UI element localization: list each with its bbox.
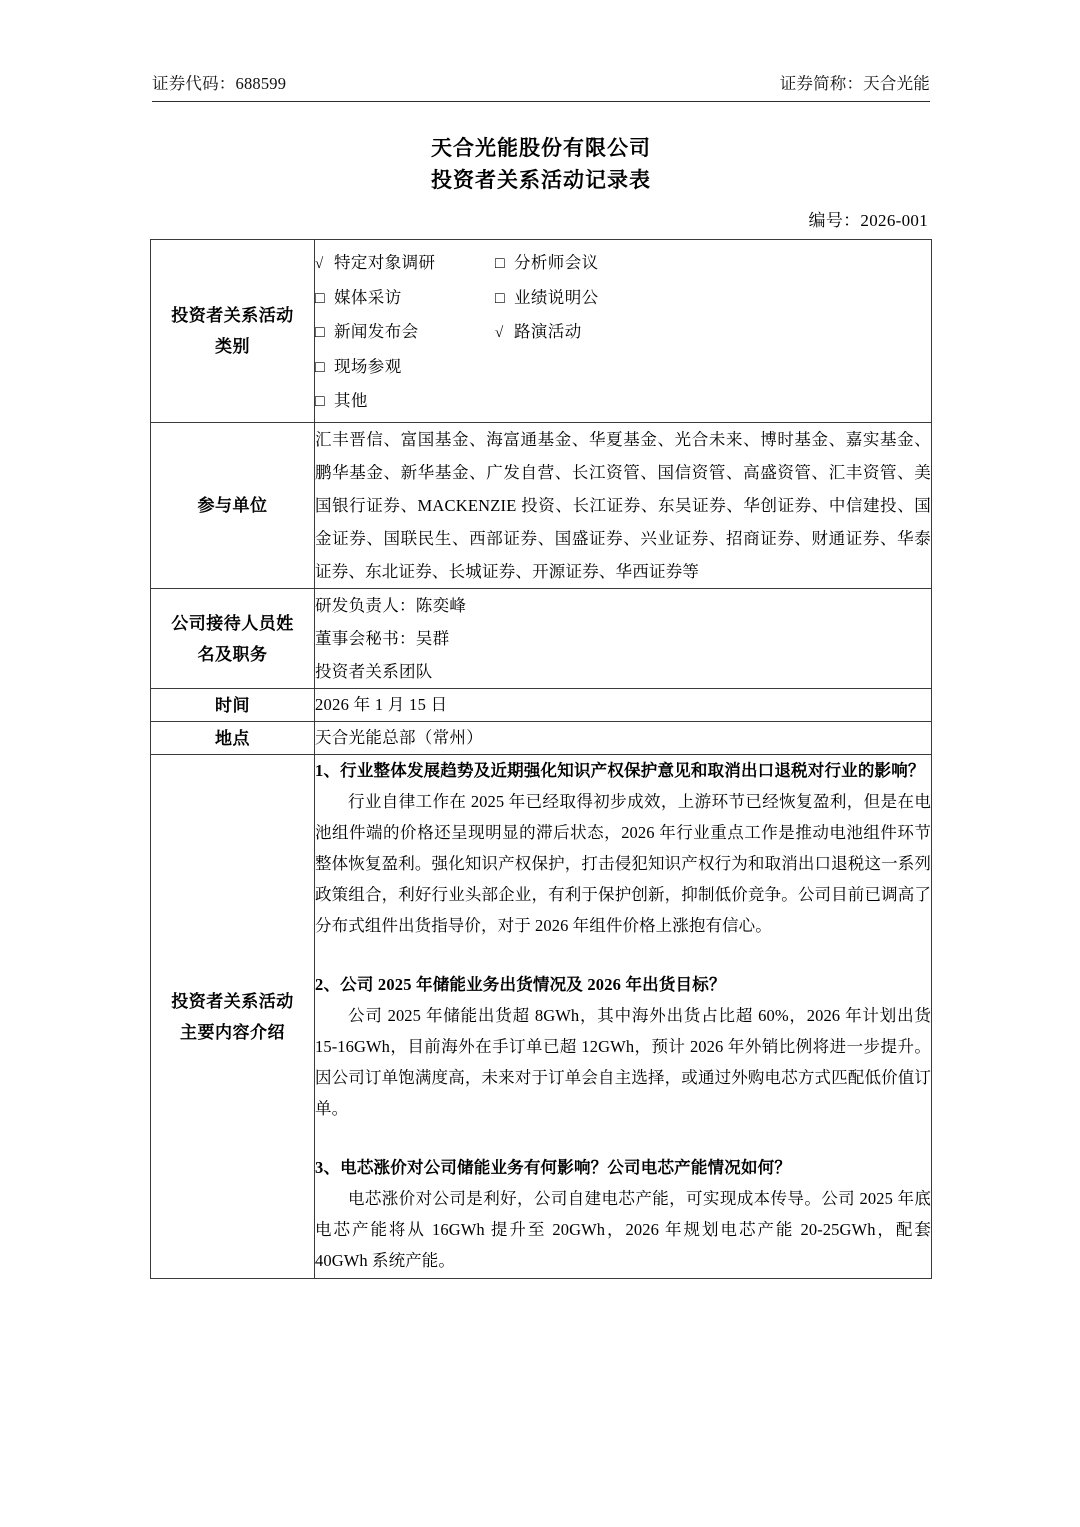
- qa-question: 3、电芯涨价对公司储能业务有何影响？公司电芯产能情况如何？: [315, 1158, 792, 1177]
- empty-checkbox-icon: [315, 385, 334, 418]
- qa-question: 2、公司 2025 年储能业务出货情况及 2026 年出货目标？: [315, 975, 726, 994]
- checkbox-label: 新闻发布会: [334, 322, 419, 341]
- reception-person-line: 研发负责人：陈奕峰: [315, 596, 467, 615]
- row-label-main-content: [151, 755, 315, 1279]
- checkbox-label: 业绩说明公: [514, 288, 599, 307]
- activity-category-options-cell: [315, 240, 932, 423]
- qa-answer: 电芯涨价对公司是利好，公司自建电芯产能，可实现成本传导。公司 2025 年底电芯产能将从 16GWh 提升至 20GWh，2026 年规划电芯产能 20-25GWh，配套 40GWh 系统产能。: [315, 1189, 931, 1270]
- empty-checkbox-icon: [495, 247, 514, 280]
- checkbox-option-site-visit[interactable]: [315, 350, 495, 384]
- empty-checkbox-icon: [495, 282, 514, 315]
- checkbox-label: 分析师会议: [514, 253, 599, 272]
- table-row-time: [151, 689, 932, 722]
- qa-item-1: [315, 755, 931, 943]
- reception-label-line2: 名及职务: [197, 644, 268, 664]
- investor-relations-table: [150, 239, 932, 1279]
- row-label-reception-personnel: [151, 589, 315, 689]
- checked-tick-icon: [315, 247, 334, 281]
- header-divider-rule: [152, 101, 930, 102]
- security-name: 证券简称：天合光能: [779, 74, 930, 93]
- row-label-activity-category: [151, 240, 315, 423]
- main-content-label-line2: 主要内容介绍: [180, 1022, 285, 1042]
- main-content-label-line1: 投资者关系活动: [171, 991, 294, 1011]
- row-label-time: 时间: [151, 689, 315, 722]
- main-content-cell: [315, 755, 932, 1279]
- activity-category-label-line1: 投资者关系活动: [171, 306, 294, 325]
- location-value: 天合光能总部（常州）: [315, 728, 483, 747]
- checkbox-label: 路演活动: [514, 322, 582, 341]
- checkbox-row: [315, 384, 931, 418]
- reception-label-line1: 公司接待人员姓: [171, 613, 294, 633]
- checkbox-label: 特定对象调研: [334, 253, 436, 272]
- checkbox-row: [315, 350, 931, 384]
- table-row-participants: [151, 423, 932, 589]
- qa-spacer: [315, 943, 931, 969]
- checkbox-option-roadshow[interactable]: [495, 315, 582, 350]
- table-row-reception-personnel: [151, 589, 932, 689]
- row-label-location: 地点: [151, 722, 315, 755]
- empty-checkbox-icon: [315, 282, 334, 315]
- checked-tick-icon: [495, 316, 514, 350]
- time-cell: [315, 689, 932, 722]
- qa-item-3: [315, 1152, 931, 1278]
- checkbox-option-earnings-briefing[interactable]: [495, 281, 599, 315]
- reception-person-line: 董事会秘书：吴群: [315, 629, 450, 648]
- checkbox-label: 媒体采访: [334, 288, 402, 307]
- document-title: 投资者关系活动记录表: [431, 168, 651, 192]
- checkbox-group: [315, 240, 931, 422]
- checkbox-label: 现场参观: [334, 357, 402, 376]
- security-code: 证券代码：688599: [152, 74, 287, 93]
- qa-item-2: [315, 969, 931, 1126]
- checkbox-option-media-interview[interactable]: [315, 281, 495, 315]
- company-name: 天合光能股份有限公司: [431, 136, 651, 160]
- empty-checkbox-icon: [315, 351, 334, 384]
- table-row-main-content: [151, 755, 932, 1279]
- checkbox-label: 其他: [334, 391, 368, 410]
- location-cell: [315, 722, 932, 755]
- reception-person-line: 投资者关系团队: [315, 662, 433, 681]
- running-header: [152, 70, 930, 94]
- participants-cell: [315, 423, 932, 589]
- document-number: 编号：2026-001: [808, 211, 928, 230]
- participants-text: 汇丰晋信、富国基金、海富通基金、华夏基金、光合未来、博时基金、嘉实基金、鹏华基金、新华基金、广发自营、长江资管、国信资管、高盛资管、汇丰资管、美国银行证券、MACKENZIE 投资、长江证券、东吴证券、华创证券、中信建投、国金证券、国联民生、西部证券、国盛证券、兴业证券、招商证券、财通证券、华泰证券、东北证券、长城证券、开源证券、华西证券等: [315, 430, 931, 581]
- empty-checkbox-icon: [315, 316, 334, 349]
- qa-answer: 行业自律工作在 2025 年已经取得初步成效，上游环节已经恢复盈利，但是在电池组件端的价格还呈现明显的滞后状态，2026 年行业重点工作是推动电池组件环节整体恢复盈利。强化知识产权保护，打击侵犯知识产权行为和取消出口退税这一系列政策组合，利好行业头部企业，有利于保护创新，抑制低价竞争。公司目前已调高了分布式组件出货指导价，对于 2026 年组件价格上涨抱有信心。: [315, 792, 931, 935]
- checkbox-row: [315, 315, 931, 350]
- checkbox-option-press-conference[interactable]: [315, 315, 495, 350]
- row-label-participants: 参与单位: [151, 423, 315, 589]
- activity-category-label-line2: 类别: [215, 337, 250, 356]
- qa-answer: 公司 2025 年储能出货超 8GWh，其中海外出货占比超 60%，2026 年计划出货 15-16GWh，目前海外在手订单已超 12GWh，预计 2026 年外销比例将进一步提升。因公司订单饱满度高，未来对于订单会自主选择，或通过外购电芯方式匹配低价值订单。: [315, 1006, 931, 1118]
- checkbox-option-analyst-meeting[interactable]: [495, 246, 599, 281]
- reception-personnel-cell: [315, 589, 932, 689]
- checkbox-row: [315, 246, 931, 281]
- checkbox-row: [315, 281, 931, 315]
- table-row-location: [151, 722, 932, 755]
- checkbox-option-specific-object-research[interactable]: [315, 246, 495, 281]
- page-title: [152, 132, 930, 196]
- qa-spacer: [315, 1126, 931, 1152]
- qa-question: 1、行业整体发展趋势及近期强化知识产权保护意见和取消出口退税对行业的影响？: [315, 761, 925, 780]
- time-value: 2026 年 1 月 15 日: [315, 695, 448, 714]
- checkbox-option-other[interactable]: [315, 384, 495, 418]
- table-row-activity-category: [151, 240, 932, 423]
